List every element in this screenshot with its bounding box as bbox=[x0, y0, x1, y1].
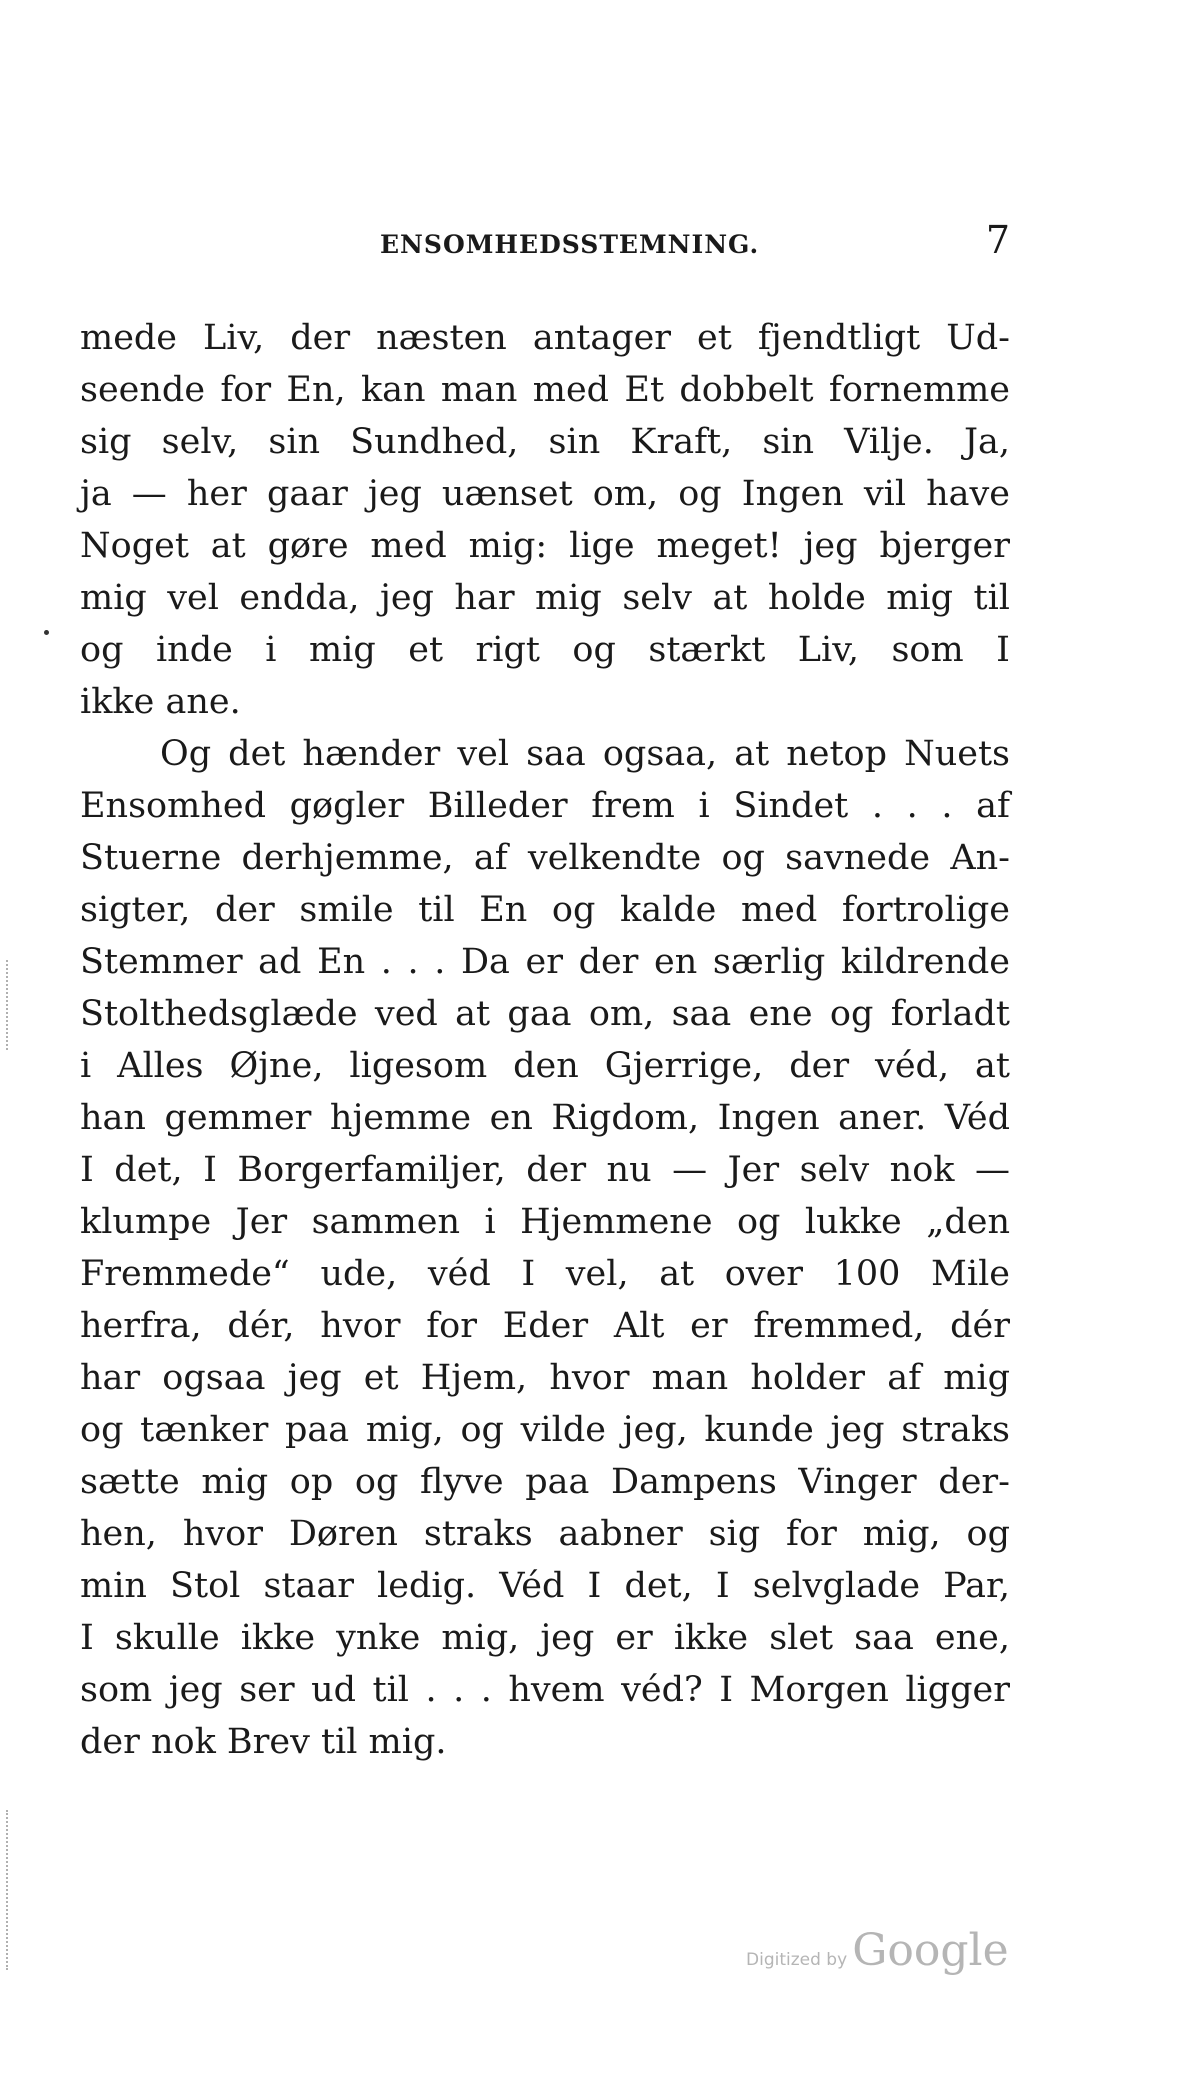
text-line: seende for En, kan man med Et dobbelt fornemme bbox=[80, 370, 1010, 410]
text-line: ja — her gaar jeg uænset om, og Ingen vil have bbox=[80, 474, 1010, 514]
text-line: sætte mig op og flyve paa Dampens Vinger der- bbox=[80, 1462, 1010, 1502]
text-line: sig selv, sin Sundhed, sin Kraft, sin Vilje. Ja, bbox=[80, 422, 1010, 462]
text-line: ikke ane. bbox=[80, 682, 241, 722]
text-line: og inde i mig et rigt og stærkt Liv, som I bbox=[80, 630, 1010, 670]
text-line: han gemmer hjemme en Rigdom, Ingen aner. Véd bbox=[80, 1098, 1010, 1138]
text-line: Stemmer ad En . . . Da er der en særlig kildrende bbox=[80, 942, 1010, 982]
page-number: 7 bbox=[985, 218, 1010, 262]
text-line: Stuerne derhjemme, af velkendte og savnede An- bbox=[80, 838, 1010, 878]
text-line: mig vel endda, jeg har mig selv at holde mig til bbox=[80, 578, 1010, 618]
text-line: mede Liv, der næsten antager et fjendtligt Ud- bbox=[80, 318, 1010, 358]
digitized-watermark bbox=[746, 1925, 1009, 1976]
watermark-prefix: Digitized by bbox=[746, 1950, 848, 1970]
text-line: i Alles Øjne, ligesom den Gjerrige, der véd, at bbox=[80, 1046, 1010, 1086]
text-line: hen, hvor Døren straks aabner sig for mig, og bbox=[80, 1514, 1010, 1554]
text-line: herfra, dér, hvor for Eder Alt er fremmed, dér bbox=[80, 1306, 1010, 1346]
text-line: der nok Brev til mig. bbox=[80, 1722, 447, 1762]
text-line: Og det hænder vel saa ogsaa, at netop Nuets bbox=[160, 734, 1010, 774]
text-line: I det, I Borgerfamiljer, der nu — Jer selv nok — bbox=[80, 1150, 1010, 1190]
text-line: har ogsaa jeg et Hjem, hvor man holder af mig bbox=[80, 1358, 1010, 1398]
ink-speck bbox=[44, 630, 49, 635]
text-line: min Stol staar ledig. Véd I det, I selvglade Par, bbox=[80, 1566, 1010, 1606]
text-line: Fremmede“ ude, véd I vel, at over 100 Mile bbox=[80, 1254, 1010, 1294]
text-line: Stolthedsglæde ved at gaa om, saa ene og forladt bbox=[80, 994, 1010, 1034]
text-line: Noget at gøre med mig: lige meget! jeg bjerger bbox=[80, 526, 1010, 566]
text-line: Ensomhed gøgler Billeder frem i Sindet . . . af bbox=[80, 786, 1010, 826]
text-line: I skulle ikke ynke mig, jeg er ikke slet saa ene, bbox=[80, 1618, 1010, 1658]
text-line: og tænker paa mig, og vilde jeg, kunde jeg straks bbox=[80, 1410, 1010, 1450]
watermark-brand: Google bbox=[852, 1925, 1009, 1976]
text-line: sigter, der smile til En og kalde med fortrolige bbox=[80, 890, 1010, 930]
running-head: ENSOMHEDSSTEMNING. bbox=[380, 230, 760, 259]
text-line: som jeg ser ud til . . . hvem véd? I Morgen ligger bbox=[80, 1670, 1010, 1710]
body-text bbox=[80, 312, 1010, 1768]
margin-mark bbox=[6, 1810, 11, 1970]
text-line: klumpe Jer sammen i Hjemmene og lukke „den bbox=[80, 1202, 1010, 1242]
page-header bbox=[80, 218, 1010, 268]
margin-mark bbox=[6, 960, 11, 1050]
